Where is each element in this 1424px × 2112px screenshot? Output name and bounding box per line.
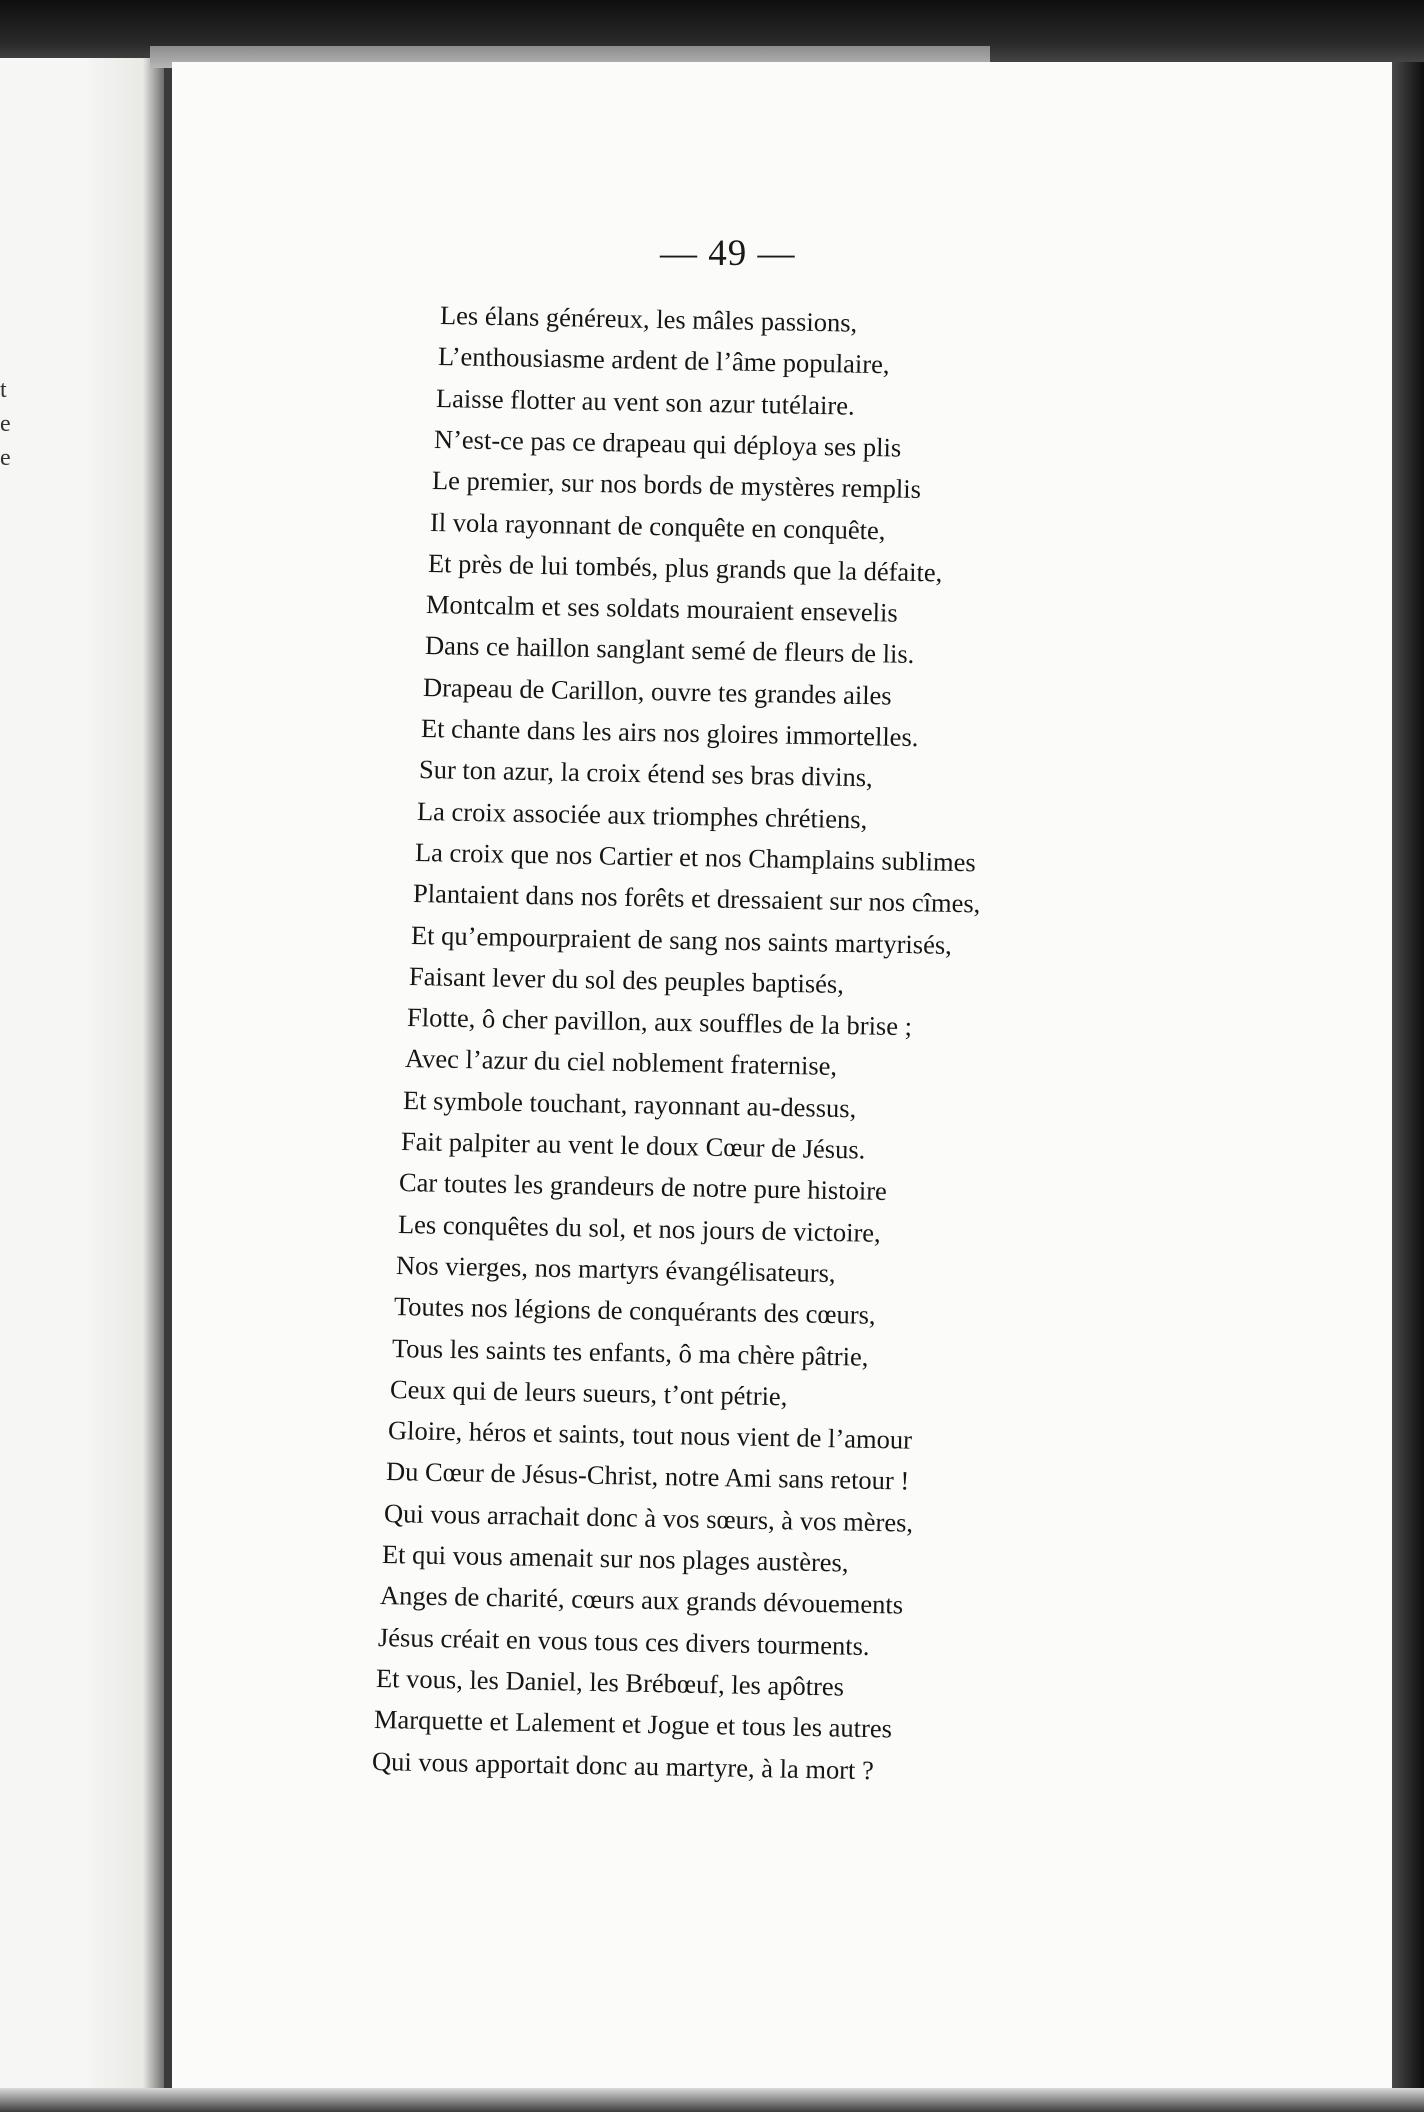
poem-line: Fait palpiter au vent le doux Cœur de Jésus.	[401, 1126, 867, 1165]
poem-line: Et près de lui tombés, plus grands que la défaite,	[428, 547, 944, 588]
poem-line: Gloire, héros et saints, tout nous vient de l’amour	[387, 1415, 913, 1455]
poem-line: L’enthousiasme ardent de l’âme populaire,	[437, 341, 890, 380]
poem-line: Qui vous apportait donc au martyre, à la mort ?	[372, 1745, 875, 1785]
poem-line: Et qui vous amenait sur nos plages austères,	[381, 1539, 849, 1578]
poem-line: N’est-ce pas ce drapeau qui déploya ses plis	[433, 423, 902, 463]
poem-line: Faisant lever du sol des peuples baptisés,	[408, 960, 845, 999]
poem-line: Toutes nos légions de conquérants des cœurs,	[393, 1291, 876, 1331]
poem-line: Il vola rayonnant de conquête en conquête,	[430, 506, 887, 545]
poem-line: Les élans généreux, les mâles passions,	[439, 300, 858, 338]
poem-line: Laisse flotter au vent son azur tutélaire.	[435, 382, 856, 421]
poem-line: Et chante dans les airs nos gloires immortelles.	[420, 713, 919, 753]
left-page-glyph: t	[0, 377, 7, 403]
poem-line: Plantaient dans nos forêts et dressaient sur nos cîmes,	[412, 878, 981, 919]
poem-line: Montcalm et ses soldats mouraient ensevelis	[426, 589, 899, 628]
poem-line: Avec l’azur du ciel noblement fraternise,	[404, 1043, 838, 1082]
poem-line: Du Cœur de Jésus-Christ, notre Ami sans retour !	[385, 1456, 910, 1496]
poem-line: Ceux qui de leurs sueurs, t’ont pétrie,	[389, 1373, 788, 1412]
poem-line: Anges de charité, cœurs aux grands dévouements	[379, 1580, 904, 1620]
poem-line: Dans ce haillon sanglant semé de fleurs de lis.	[424, 630, 915, 670]
poem-line: La croix que nos Cartier et nos Champlains sublimes	[414, 836, 976, 878]
poem-line: Marquette et Lalement et Jogue et tous les autres	[374, 1704, 893, 1744]
poem-line: Qui vous arrachait donc à vos sœurs, à vos mères,	[383, 1497, 914, 1538]
left-page-glyph: e	[0, 445, 11, 471]
poem-line: Tous les saints tes enfants, ô ma chère pâtrie,	[391, 1332, 869, 1372]
poem-line: Jésus créait en vous tous ces divers tourments.	[377, 1621, 871, 1661]
poem-line: Les conquêtes du sol, et nos jours de victoire,	[397, 1208, 881, 1248]
poem-line: Et vous, les Daniel, les Brébœuf, les apôtres	[376, 1662, 845, 1702]
poem-line: Et symbole touchant, rayonnant au-dessus,	[403, 1084, 857, 1123]
poem-line: La croix associée aux triomphes chrétiens,	[416, 795, 868, 834]
poem-line: Et qu’empourpraient de sang nos saints martyrisés,	[410, 919, 953, 960]
poem-line: Le premier, sur nos bords de mystères remplis	[431, 465, 922, 505]
poem-line: Sur ton azur, la croix étend ses bras divins,	[418, 754, 873, 793]
poem-line: Car toutes les grandeurs de notre pure histoire	[399, 1167, 888, 1207]
poem-line: Drapeau de Carillon, ouvre tes grandes ailes	[422, 671, 892, 711]
left-page-glyph: e	[0, 411, 11, 437]
poem-line: Nos vierges, nos martyrs évangélisateurs,	[395, 1249, 836, 1288]
poem-line: Flotte, ô cher pavillon, aux souffles de la brise ;	[406, 1002, 913, 1042]
page-number: — 49 —	[660, 233, 796, 274]
